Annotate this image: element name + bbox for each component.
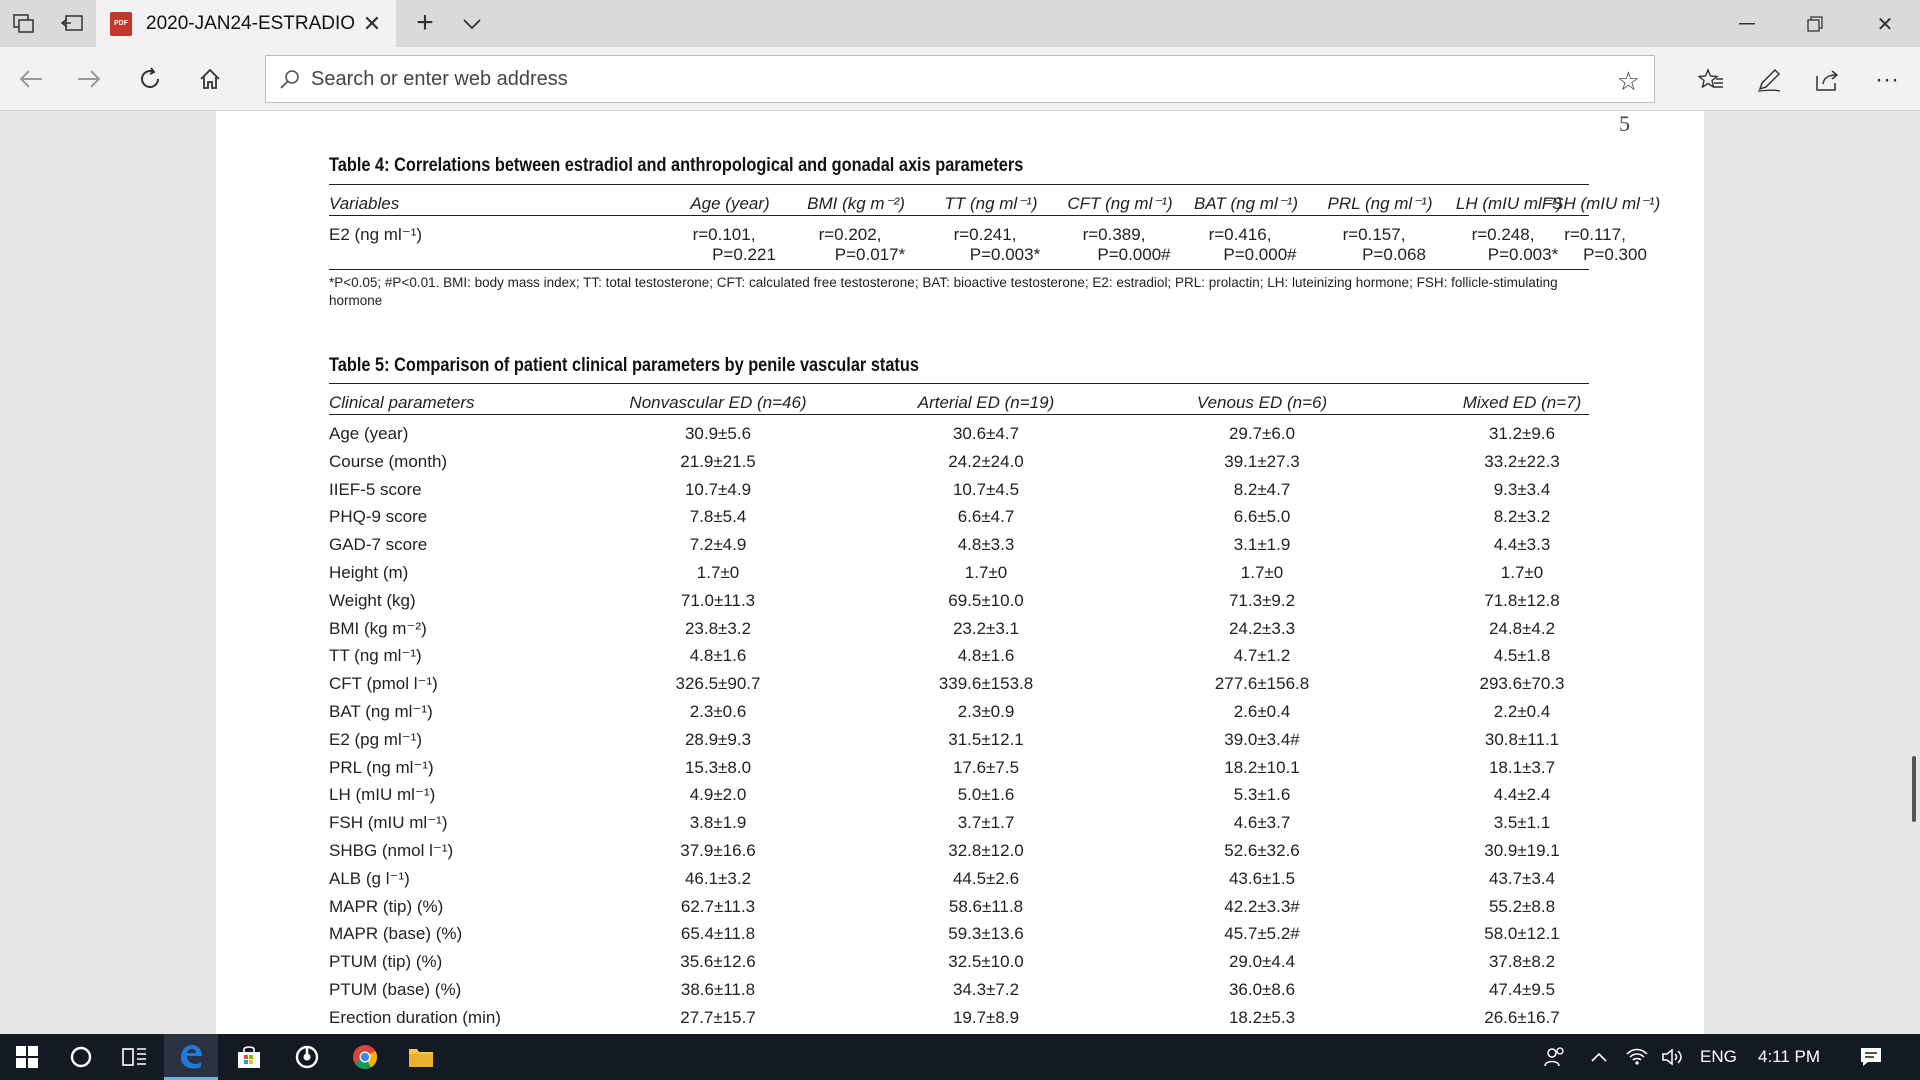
ink-pen-icon[interactable]	[1752, 63, 1786, 97]
table4-r-value: r=0.117,	[1564, 225, 1626, 244]
table5-cell: 8.2±4.7	[1233, 479, 1291, 499]
table5-cell: 34.3±7.2	[952, 980, 1020, 999]
table5-cell: 1.7±0	[1240, 563, 1284, 582]
table5-cell: 7.2±4.9	[689, 535, 747, 555]
table4-caption: Table 4: Correlations between estradiol and anthropological and gonadal axis parameters	[329, 155, 1024, 176]
table5-cell: 4.4±2.4	[1493, 785, 1551, 805]
table5-cell: 15.3±8.0	[684, 757, 752, 777]
input-language[interactable]: ENG	[1700, 1047, 1737, 1066]
home-icon[interactable]	[194, 63, 226, 95]
table5-cell: 26.6±16.7	[1484, 1007, 1560, 1027]
add-favorite-star-icon[interactable]: ☆	[1616, 66, 1640, 96]
table5-header-cell: Nonvascular ED (n=46)	[629, 393, 807, 412]
table5-cell: 6.6±5.0	[1233, 507, 1291, 527]
table5-row-label: Age (year)	[329, 424, 409, 443]
set-aside-icon[interactable]	[60, 12, 84, 36]
table5-cell: 17.6±7.5	[952, 757, 1020, 777]
table4-header-cell: BMI (kg m⁻²)	[807, 194, 905, 213]
table4-header-cell: Age (year)	[690, 194, 770, 213]
table5-row-label: TT (ng ml⁻¹)	[329, 646, 422, 666]
table5-cell: 35.6±12.6	[680, 952, 756, 972]
table5-cell: 28.9±9.3	[684, 729, 752, 749]
search-icon	[278, 68, 302, 92]
vertical-scrollbar-thumb[interactable]	[1912, 756, 1916, 822]
table4-p-value: P=0.068	[1362, 245, 1426, 264]
table5-row-label: Course (month)	[329, 451, 448, 471]
table5-row-label: SHBG (nmol l⁻¹)	[329, 841, 454, 860]
table5-cell: 43.6±1.5	[1228, 868, 1296, 888]
table5-cell: 24.2±24.0	[948, 451, 1024, 471]
table5-header-cell: Venous ED (n=6)	[1196, 393, 1328, 412]
table5-cell: 65.4±11.8	[680, 924, 756, 944]
table5-cell: 30.8±11.1	[1484, 729, 1560, 749]
table5-cell: 339.6±153.8	[938, 674, 1034, 694]
table5-cell: 4.4±3.3	[1493, 535, 1551, 555]
tab-preview-icon[interactable]	[12, 12, 36, 36]
table5-cell: 36.0±8.6	[1228, 980, 1296, 999]
table5-cell: 8.2±3.2	[1493, 507, 1551, 527]
table5-header-cell: Mixed ED (n=7)	[1462, 393, 1582, 412]
close-window-icon[interactable]: ✕	[1876, 13, 1894, 36]
table5-cell: 4.8±3.3	[957, 535, 1015, 555]
table4-header-cell: PRL (ng ml⁻¹)	[1327, 194, 1433, 213]
table5-cell: 2.6±0.4	[1233, 702, 1291, 721]
pdf-file-icon: PDF	[110, 12, 132, 36]
table4-r-value: r=0.389,	[1082, 225, 1146, 244]
table5-cell: 58.0±12.1	[1484, 924, 1560, 944]
table5-cell: 2.2±0.4	[1493, 702, 1551, 721]
table5-cell: 52.6±32.6	[1224, 841, 1300, 860]
table4-r-value: r=0.157,	[1342, 225, 1406, 244]
table5-cell: 293.6±70.3	[1479, 674, 1565, 694]
groove-icon[interactable]	[280, 1034, 334, 1080]
table5-cell: 3.7±1.7	[957, 813, 1015, 833]
table5-cell: 5.0±1.6	[957, 785, 1015, 805]
table5-cell: 19.7±8.9	[952, 1007, 1020, 1027]
close-tab-icon[interactable]: ✕	[362, 10, 382, 36]
table5-header-rule	[329, 414, 1589, 415]
table4-header-cell: BAT (ng ml⁻¹)	[1193, 194, 1299, 213]
table5-cell: 37.9±16.6	[680, 841, 756, 860]
address-input[interactable]: Search or enter web address	[311, 68, 568, 90]
table5-cell: 18.2±10.1	[1224, 757, 1300, 777]
forward-arrow-icon[interactable]	[73, 63, 105, 95]
table4-header-cell: FSH (mIU ml⁻¹)	[1541, 194, 1661, 213]
table5-cell: 4.6±3.7	[1233, 813, 1291, 833]
chevron-down-icon[interactable]	[458, 10, 486, 38]
table5-row-label: CFT (pmol l⁻¹)	[329, 674, 438, 694]
table5-cell: 32.5±10.0	[948, 952, 1024, 972]
table5-cell: 6.6±4.7	[957, 507, 1015, 527]
table5-cell: 23.8±3.2	[684, 618, 752, 638]
table5-cell: 71.3±9.2	[1228, 590, 1296, 610]
table4-top-rule	[329, 184, 1589, 185]
share-icon[interactable]	[1811, 63, 1845, 97]
table5-cell: 7.8±5.4	[689, 507, 747, 527]
pdf-viewport[interactable]	[0, 111, 1920, 1034]
table4-p-value: P=0.003*	[1487, 245, 1559, 264]
minimize-icon[interactable]	[1724, 8, 1770, 40]
table5-row-label: LH (mIU ml⁻¹)	[329, 785, 436, 805]
table4-p-value: P=0.300	[1583, 245, 1647, 264]
refresh-icon[interactable]	[134, 63, 166, 95]
table4-row-label: E2 (ng ml⁻¹)	[329, 225, 423, 244]
table5-cell: 69.5±10.0	[948, 590, 1024, 610]
table5-cell: 59.3±13.6	[948, 924, 1024, 944]
table5-cell: 38.6±11.8	[680, 980, 756, 999]
table5-cell: 58.6±11.8	[948, 896, 1024, 916]
table4-p-value: P=0.000#	[1223, 245, 1297, 264]
clock-time[interactable]: 4:11 PM	[1758, 1047, 1821, 1066]
edge-icon[interactable]	[164, 1034, 218, 1080]
table4-footnote: *P<0.05; #P<0.01. BMI: body mass index; TT: total testosterone; CFT: calculated free testosterone; BAT: bioactive testosterone; E2: estradiol; PRL: prolactin; LH: luteinizing hormone; FSH: follicle-stimulating hormone	[329, 275, 1558, 308]
page-number: 5	[1619, 111, 1630, 136]
table5-cell: 1.7±0	[964, 563, 1008, 582]
table5-cell: 1.7±0	[1500, 563, 1544, 582]
table5-caption: Table 5: Comparison of patient clinical parameters by penile vascular status	[329, 355, 919, 376]
table5-row-label: PTUM (base) (%)	[329, 980, 462, 999]
table5-row-label: PTUM (tip) (%)	[329, 952, 443, 972]
table4-p-value: P=0.003*	[969, 245, 1041, 264]
table4-p-value: P=0.221	[712, 245, 776, 264]
file-explorer-icon[interactable]	[394, 1034, 448, 1080]
table4-r-value: r=0.416,	[1208, 225, 1272, 244]
table5-cell: 4.8±1.6	[957, 646, 1015, 666]
table5-cell: 24.8±4.2	[1488, 618, 1556, 638]
table5-row-label: E2 (pg ml⁻¹)	[329, 729, 423, 749]
table4-header-cell: LH (mIU ml⁻¹)	[1455, 194, 1563, 213]
table4-p-value: P=0.000#	[1097, 245, 1171, 264]
table5-cell: 277.6±156.8	[1214, 674, 1310, 694]
table5-cell: 45.7±5.2#	[1224, 924, 1300, 944]
table5-cell: 2.3±0.6	[689, 702, 747, 721]
table5-row-label: PHQ-9 score	[329, 507, 428, 527]
table5-row-label: ALB (g l⁻¹)	[329, 868, 410, 888]
table5-row-label: Height (m)	[329, 563, 409, 582]
new-tab-button[interactable]: +	[416, 6, 434, 39]
back-arrow-icon[interactable]	[15, 63, 47, 95]
table5-header-cell: Arterial ED (n=19)	[917, 393, 1055, 412]
table5-cell: 62.7±11.3	[680, 896, 756, 916]
table5-cell: 23.2±3.1	[952, 618, 1020, 638]
table5-row-label: Weight (kg)	[329, 590, 416, 610]
table5-cell: 5.3±1.6	[1233, 785, 1291, 805]
table4-header-rule	[329, 215, 1589, 216]
table5-cell: 18.1±3.7	[1488, 757, 1556, 777]
pdf-page	[216, 111, 1704, 1034]
table5-row-label: BMI (kg m⁻²)	[329, 618, 427, 638]
title-bar	[0, 0, 1920, 47]
active-tab[interactable]	[96, 0, 396, 47]
table5-row-label: GAD-7 score	[329, 535, 428, 555]
table5-row-label: IIEF-5 score	[329, 479, 422, 499]
windows-start-icon[interactable]	[0, 1034, 54, 1080]
table5-cell: 31.5±12.1	[948, 729, 1024, 749]
table5-cell: 4.8±1.6	[689, 646, 747, 666]
table4-header-cell: Variables	[329, 194, 400, 213]
table5-cell: 39.0±3.4#	[1224, 729, 1300, 749]
table4-p-value: P=0.017*	[834, 245, 906, 264]
address-bar[interactable]	[265, 55, 1655, 103]
table5-cell: 18.2±5.3	[1228, 1007, 1296, 1027]
table5-cell: 30.9±19.1	[1484, 841, 1560, 860]
table5-row-label: FSH (mIU ml⁻¹)	[329, 813, 448, 833]
table5-cell: 3.5±1.1	[1493, 813, 1551, 833]
table5-cell: 55.2±8.8	[1488, 896, 1556, 916]
notification-icon[interactable]	[1844, 1034, 1898, 1080]
cortana-icon[interactable]	[54, 1034, 108, 1080]
table4-r-value: r=0.248,	[1471, 225, 1535, 244]
table5-cell: 42.2±3.3#	[1224, 896, 1300, 916]
table5-row-label: MAPR (tip) (%)	[329, 896, 444, 916]
table5-cell: 33.2±22.3	[1484, 451, 1560, 471]
table5-row-label: BAT (ng ml⁻¹)	[329, 702, 433, 721]
table5-cell: 71.8±12.8	[1484, 590, 1560, 610]
table5-cell: 4.5±1.8	[1493, 646, 1551, 666]
table5-cell: 3.8±1.9	[689, 813, 747, 833]
table5-cell: 37.8±8.2	[1488, 952, 1556, 972]
table5-cell: 2.3±0.9	[957, 702, 1015, 721]
table5-cell: 31.2±9.6	[1488, 424, 1556, 443]
table5-cell: 3.1±1.9	[1233, 535, 1291, 555]
windows-taskbar	[0, 1034, 1920, 1080]
table5-cell: 10.7±4.5	[952, 479, 1020, 499]
navigation-bar	[0, 47, 1920, 111]
table5-cell: 21.9±21.5	[680, 451, 756, 471]
table4-bottom-rule	[329, 269, 1589, 270]
task-view-icon[interactable]	[108, 1034, 162, 1080]
table5-cell: 30.6±4.7	[952, 424, 1020, 443]
table5-header-cell: Clinical parameters	[329, 393, 475, 412]
table5-row-label: PRL (ng ml⁻¹)	[329, 757, 434, 777]
favorites-icon[interactable]	[1694, 63, 1728, 97]
table4-r-value: r=0.202,	[818, 225, 882, 244]
table5-row-label: MAPR (base) (%)	[329, 924, 463, 944]
table5-cell: 326.5±90.7	[675, 674, 761, 694]
table5-cell: 4.7±1.2	[1233, 646, 1291, 666]
table5-cell: 27.7±15.7	[680, 1007, 756, 1027]
table5-cell: 46.1±3.2	[684, 868, 752, 888]
more-icon[interactable]: ···	[1875, 66, 1899, 93]
table5-cell: 39.1±27.3	[1224, 451, 1300, 471]
restore-icon[interactable]	[1792, 8, 1838, 40]
table5-cell: 30.9±5.6	[684, 424, 752, 443]
table5-row-label: Erection duration (min)	[329, 1007, 501, 1027]
table5-cell: 1.7±0	[696, 563, 740, 582]
table5-cell: 4.9±2.0	[689, 785, 747, 805]
table5-cell: 10.7±4.9	[684, 479, 752, 499]
table5-cell: 71.0±11.3	[680, 590, 756, 610]
table5-cell: 44.5±2.6	[952, 868, 1020, 888]
table5-cell: 47.4±9.5	[1488, 980, 1556, 999]
table5-cell: 29.0±4.4	[1228, 952, 1296, 972]
table5-top-rule	[329, 383, 1589, 384]
store-icon[interactable]	[222, 1034, 276, 1080]
table5-cell: 43.7±3.4	[1488, 868, 1556, 888]
table5-cell: 24.2±3.3	[1228, 618, 1296, 638]
table4-header-cell: CFT (ng ml⁻¹)	[1067, 194, 1173, 213]
table5-cell: 29.7±6.0	[1228, 424, 1296, 443]
tab-title: 2020-JAN24-ESTRADIO	[146, 12, 356, 34]
table5-cell: 32.8±12.0	[948, 841, 1024, 860]
table5-cell: 9.3±3.4	[1493, 479, 1551, 499]
table4-r-value: r=0.241,	[953, 225, 1017, 244]
chrome-icon[interactable]	[338, 1034, 392, 1080]
volume-icon[interactable]	[1646, 1034, 1700, 1080]
table4-r-value: r=0.101,	[692, 225, 756, 244]
table4-header-cell: TT (ng ml⁻¹)	[944, 194, 1038, 213]
